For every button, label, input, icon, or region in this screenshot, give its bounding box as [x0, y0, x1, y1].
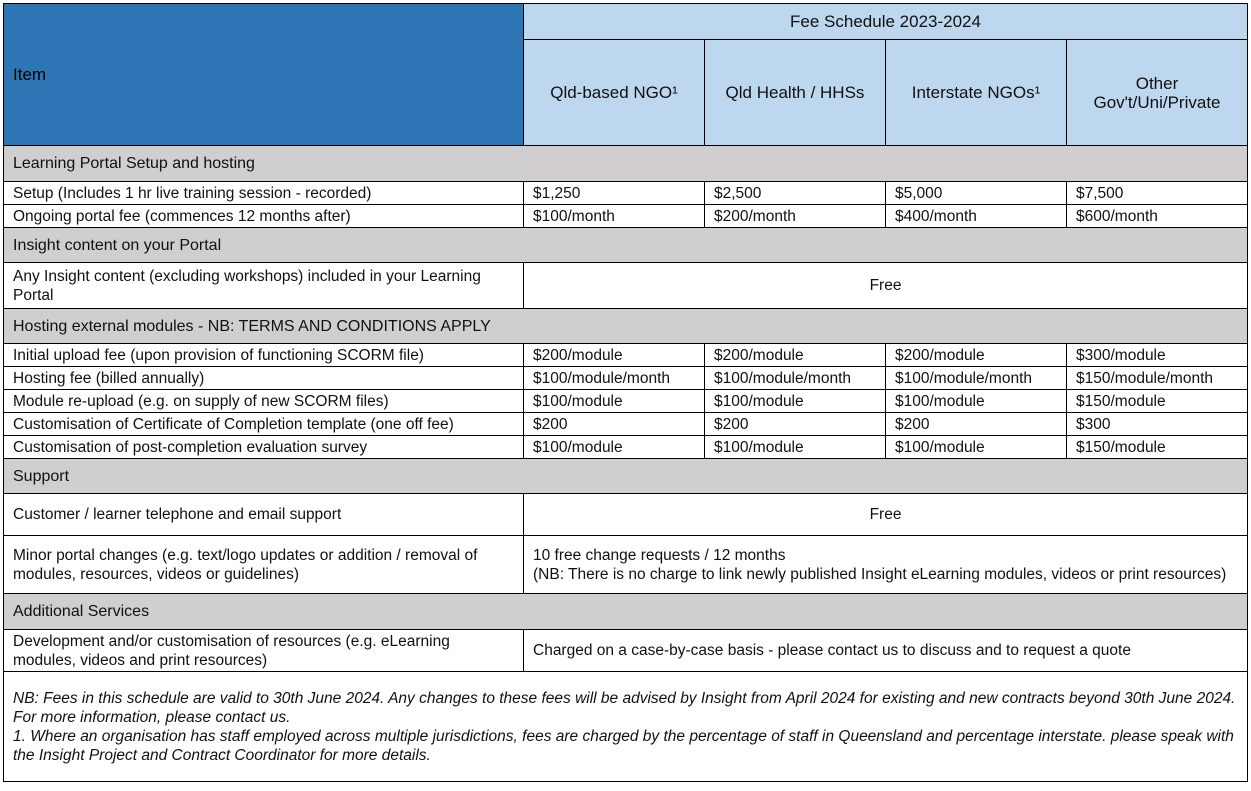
row-item: Setup (Includes 1 hr live training session - recorded) [4, 182, 524, 205]
row-item: Customisation of post-completion evaluation survey [4, 436, 524, 459]
fee-cell: $100/module/month [886, 367, 1067, 390]
table-row [4, 413, 1248, 436]
column-header-qld-health: Qld Health / HHSs [705, 40, 886, 146]
change-requests-text: 10 free change requests / 12 months [533, 546, 786, 564]
section-setup [4, 146, 1248, 182]
fee-cell: $200/month [705, 205, 886, 228]
fee-cell: $2,500 [705, 182, 886, 205]
section-title: Insight content on your Portal [4, 228, 1248, 263]
fee-cell: $100/module [705, 436, 886, 459]
row-item: Hosting fee (billed annually) [4, 367, 524, 390]
fee-cell-merged: Charged on a case-by-case basis - please contact us to discuss and to request a quote [524, 630, 1248, 672]
row-item: Customisation of Certificate of Completion template (one off fee) [4, 413, 524, 436]
fee-cell: $150/module [1067, 390, 1248, 413]
row-item: Customer / learner telephone and email support [4, 494, 524, 536]
table-row [4, 630, 1248, 672]
section-additional [4, 594, 1248, 630]
fee-cell: $7,500 [1067, 182, 1248, 205]
fee-cell: $300 [1067, 413, 1248, 436]
fee-cell: $1,250 [524, 182, 705, 205]
fee-cell: $100/module [705, 390, 886, 413]
table-row [4, 263, 1248, 309]
fee-cell: $150/module/month [1067, 367, 1248, 390]
column-header-interstate-ngo: Interstate NGOs¹ [886, 40, 1067, 146]
fee-schedule-title: Fee Schedule 2023-2024 [524, 4, 1248, 40]
section-title: Support [4, 459, 1248, 494]
section-insight [4, 228, 1248, 263]
item-column-header: Item [4, 4, 524, 146]
footnote-1: 1. Where an organisation has staff employed across multiple jurisdictions, fees are charged by the percentage of staff in Queensland and percentage interstate. please speak with the Insight Project and Contract Coordinator for more details. [13, 727, 1234, 764]
row-item: Module re-upload (e.g. on supply of new SCORM files) [4, 390, 524, 413]
fee-cell: $200/module [886, 344, 1067, 367]
fee-cell: $100/module [886, 436, 1067, 459]
fee-cell-merged [524, 536, 1248, 594]
column-header-other: Other Gov't/Uni/Private [1067, 40, 1248, 146]
fee-cell: $150/module [1067, 436, 1248, 459]
section-external-modules [4, 309, 1248, 344]
notes-row [4, 672, 1248, 782]
section-title: Additional Services [4, 594, 1248, 630]
section-title: Hosting external modules - NB: TERMS AND CONDITIONS APPLY [4, 309, 1248, 344]
fee-cell: $100/month [524, 205, 705, 228]
fee-cell: $5,000 [886, 182, 1067, 205]
fee-cell: $200/module [524, 344, 705, 367]
column-header-qld-ngo: Qld-based NGO¹ [524, 40, 705, 146]
row-item: Initial upload fee (upon provision of functioning SCORM file) [4, 344, 524, 367]
validity-note: NB: Fees in this schedule are valid to 30th June 2024. Any changes to these fees will be advised by Insight from April 2024 for existing and new contracts beyond 30th June 2024. For more information, please contact us. [13, 689, 1236, 726]
table-row [4, 344, 1248, 367]
header-row-top [4, 4, 1248, 40]
fee-cell: $100/module [886, 390, 1067, 413]
table-row [4, 494, 1248, 536]
row-item: Minor portal changes (e.g. text/logo updates or addition / removal of modules, resources, videos or guidelines) [4, 536, 524, 594]
table-row [4, 436, 1248, 459]
fee-schedule-table [3, 3, 1248, 782]
fee-cell-merged: Free [524, 494, 1248, 536]
table-row [4, 182, 1248, 205]
fee-cell: $100/module [524, 436, 705, 459]
fee-cell-merged: Free [524, 263, 1248, 309]
row-item: Development and/or customisation of resources (e.g. eLearning modules, videos and print resources) [4, 630, 524, 672]
fee-cell: $200/module [705, 344, 886, 367]
row-item: Ongoing portal fee (commences 12 months after) [4, 205, 524, 228]
change-requests-note: (NB: There is no charge to link newly published Insight eLearning modules, videos or print resources) [533, 565, 1227, 583]
fee-cell: $100/module/month [524, 367, 705, 390]
fee-cell: $600/month [1067, 205, 1248, 228]
fee-cell: $200 [886, 413, 1067, 436]
table-row [4, 367, 1248, 390]
fee-cell: $300/module [1067, 344, 1248, 367]
fee-cell: $100/module [524, 390, 705, 413]
row-item: Any Insight content (excluding workshops) included in your Learning Portal [4, 263, 524, 309]
table-row [4, 390, 1248, 413]
table-row [4, 205, 1248, 228]
table-row [4, 536, 1248, 594]
fee-cell: $400/month [886, 205, 1067, 228]
section-title: Learning Portal Setup and hosting [4, 146, 1248, 182]
fee-cell: $200 [524, 413, 705, 436]
fee-cell: $200 [705, 413, 886, 436]
notes-cell [4, 672, 1248, 782]
fee-cell: $100/module/month [705, 367, 886, 390]
section-support [4, 459, 1248, 494]
